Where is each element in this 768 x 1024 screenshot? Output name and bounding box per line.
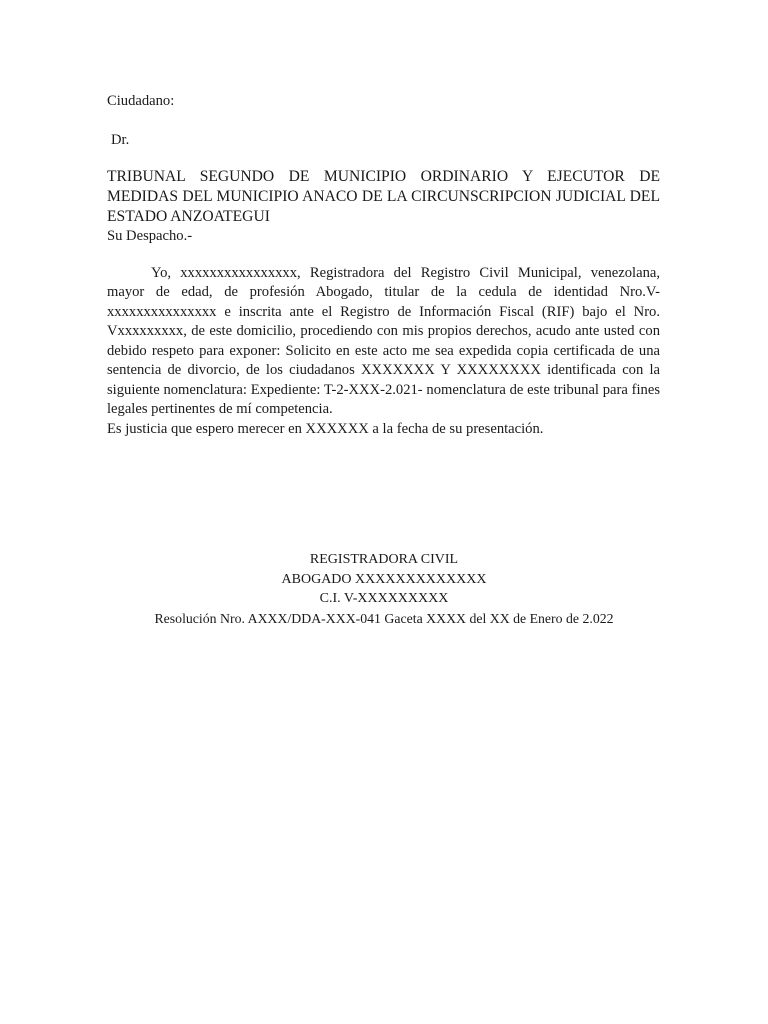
signature-title: REGISTRADORA CIVIL	[309, 552, 459, 567]
salutation: Ciudadano:	[107, 93, 175, 109]
closing-line: Es justicia que espero merecer en XXXXXX a la fecha de su presentación.	[107, 420, 544, 437]
signature-name: ABOGADO XXXXXXXXXXXXX	[281, 571, 487, 587]
signature-block	[0, 550, 768, 628]
body-paragraph: Yo, xxxxxxxxxxxxxxxx, Registradora del Registro Civil Municipal, venezolana, mayor de edad, de profesión Abogado, titular de la cedula de identidad Nro.V-xxxxxxxxxxxxxxx e inscrita ante el Registro de Información Fiscal (RIF) bajo el Nro. Vxxxxxxxxx, de este domicilio, procediendo con mis propios derechos, acudo ante usted con debido respeto para exponer: Solicito en este acto me sea expedida copia certificada de una sentencia de divorcio, de los ciudadanos XXXXXXX Y XXXXXXXX identificada con la siguiente nomenclatura: Expediente: T-2-XXX-2.021- nomenclatura de este tribunal para fines legales pertinentes de mí competencia.	[107, 264, 660, 417]
letter-document	[107, 92, 660, 439]
court-name: TRIBUNAL SEGUNDO DE MUNICIPIO ORDINARIO Y EJECUTOR DE MEDIDAS DEL MUNICIPIO ANACO DE LA CIRCUNSCRIPCION JUDICIAL DEL ESTADO ANZOATEGUI	[107, 168, 660, 225]
signature-resolution: Resolución Nro. AXXX/DDA-XXX-041 Gaceta XXXX del XX de Enero de 2.022	[154, 610, 614, 626]
recipient-title: Dr.	[111, 131, 130, 148]
signature-ci: C.I. V-XXXXXXXXX	[319, 591, 449, 606]
despacho-line: Su Despacho.-	[107, 228, 193, 244]
